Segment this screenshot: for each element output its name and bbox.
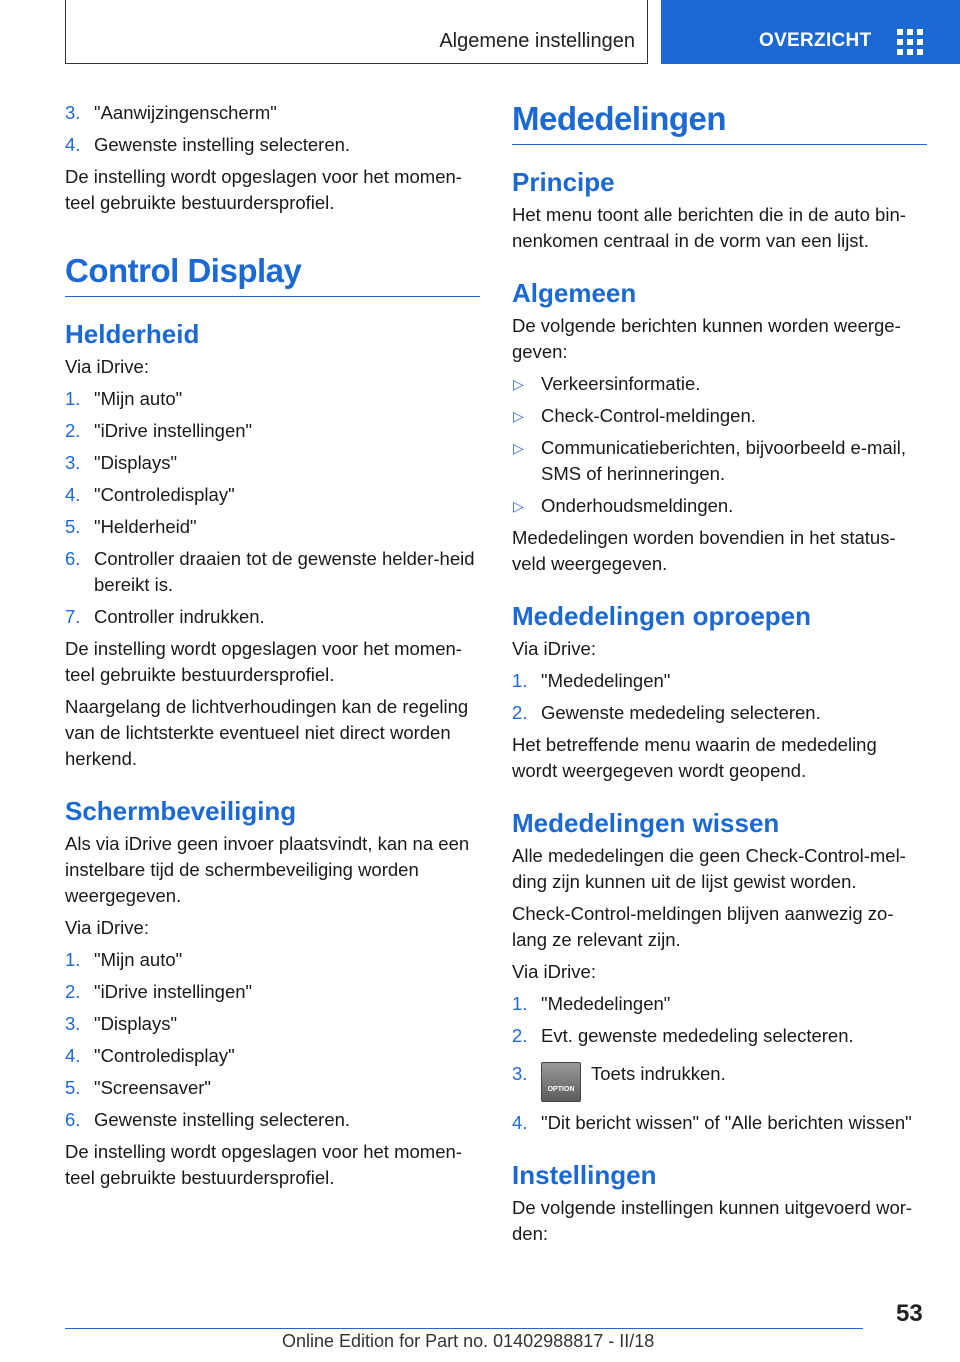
right-column [512, 100, 927, 1253]
intro-note: De instelling wordt opgeslagen voor het momen-teel gebruikte bestuurdersprofiel. [65, 166, 462, 213]
helderheid-steps [65, 386, 480, 630]
list-item: 3. "Displays" [65, 452, 178, 473]
option-button-icon: OPTION [541, 1062, 581, 1102]
triangle-bullet-icon: ▷ [513, 440, 524, 456]
overview-label: OVERZICHT [759, 30, 872, 51]
list-item: 1. "Mijn auto" [65, 949, 183, 970]
oproepen-steps [512, 668, 927, 726]
list-item: 4. Gewenste instelling selecteren. [65, 134, 351, 155]
list-item: 4. "Controledisplay" [65, 484, 235, 505]
heading-algemeen: Algemeen [512, 278, 637, 308]
list-item: 2. "iDrive instellingen" [65, 420, 253, 441]
list-item: ▷ Onderhoudsmeldingen. [512, 493, 927, 519]
message-types-list [512, 371, 927, 519]
list-item: 3. OPTION Toets indrukken. [512, 1061, 927, 1102]
list-item: 2. Evt. gewenste mededeling selecteren. [512, 1025, 854, 1046]
section-title-mededelingen: Mededelingen [512, 100, 927, 145]
list-item: 3. "Displays" [65, 1013, 178, 1034]
list-item: ▷ Verkeersinformatie. [512, 371, 927, 397]
intro-steps [65, 100, 480, 158]
footer-divider [65, 1328, 863, 1329]
triangle-bullet-icon: ▷ [513, 498, 524, 514]
triangle-bullet-icon: ▷ [513, 408, 524, 424]
list-item: 6. Controller draaien tot de gewenste helder-heid bereikt is. [65, 548, 475, 595]
heading-oproepen: Mededelingen oproepen [512, 601, 812, 631]
instellingen-text: De volgende instellingen kunnen uitgevoerd wor-den: [512, 1197, 913, 1244]
page-number: 53 [896, 1300, 923, 1327]
list-item: 2. "iDrive instellingen" [65, 981, 253, 1002]
via-idrive-text: Via iDrive: [65, 356, 149, 377]
screensaver-steps [65, 947, 480, 1133]
list-item: 4. "Dit bericht wissen" of "Alle berichten wissen" [512, 1112, 912, 1133]
list-item: 1. "Mededelingen" [512, 670, 671, 691]
helderheid-note-light: Naargelang de lichtverhoudingen kan de regeling van de lichtsterkte eventueel niet direct worden herkend. [65, 696, 469, 769]
list-item: 6. Gewenste instelling selecteren. [65, 1109, 351, 1130]
list-item: ▷ Check-Control-meldingen. [512, 403, 927, 429]
list-item: 5. "Screensaver" [65, 1077, 211, 1098]
section-title-control-display: Control Display [65, 252, 480, 297]
overview-nav-button[interactable] [661, 0, 960, 64]
list-item: 1. "Mijn auto" [65, 388, 183, 409]
list-item: 3. "Aanwijzingenscherm" [65, 102, 277, 123]
heading-wissen: Mededelingen wissen [512, 808, 780, 838]
list-item: 2. Gewenste mededeling selecteren. [512, 702, 821, 723]
list-item: ▷ Communicatieberichten, bijvoorbeeld e-mail, SMS of herinneringen. [513, 437, 907, 484]
algemeen-note: Mededelingen worden bovendien in het status-veld weergegeven. [512, 527, 896, 574]
via-idrive-text: Via iDrive: [512, 961, 596, 982]
wissen-text-check-control: Check-Control-meldingen blijven aanwezig zo-lang ze relevant zijn. [512, 903, 894, 950]
heading-instellingen: Instellingen [512, 1160, 657, 1190]
heading-helderheid: Helderheid [65, 319, 200, 349]
oproepen-note: Het betreffende menu waarin de mededeling wordt weergegeven wordt geopend. [512, 734, 877, 781]
algemeen-text: De volgende berichten kunnen worden weerge-geven: [512, 315, 901, 362]
heading-schermbeveiliging: Schermbeveiliging [65, 796, 297, 826]
list-item: 1. "Mededelingen" [512, 993, 671, 1014]
wissen-text: Alle mededelingen die geen Check-Control-mel-ding zijn kunnen uit de lijst gewist worden. [512, 845, 906, 892]
list-item: 4. "Controledisplay" [65, 1045, 235, 1066]
header-section-tab [65, 0, 648, 64]
via-idrive-text: Via iDrive: [512, 638, 596, 659]
footer-edition: Online Edition for Part no. 01402988817 - II/18 [282, 1331, 655, 1351]
helderheid-note: De instelling wordt opgeslagen voor het momen-teel gebruikte bestuurdersprofiel. [65, 638, 462, 685]
grid-menu-icon [897, 29, 923, 53]
screensaver-desc: Als via iDrive geen invoer plaatsvindt, kan na een instelbare tijd de schermbeveiliging worden weergegeven. [65, 833, 470, 906]
list-item: 5. "Helderheid" [65, 516, 197, 537]
screensaver-note: De instelling wordt opgeslagen voor het momen-teel gebruikte bestuurdersprofiel. [65, 1141, 462, 1188]
principe-text: Het menu toont alle berichten die in de auto bin-nenkomen centraal in de vorm van een lijst. [512, 204, 906, 251]
left-column [65, 100, 480, 1197]
triangle-bullet-icon: ▷ [513, 376, 524, 392]
via-idrive-text: Via iDrive: [65, 917, 149, 938]
wissen-steps [512, 991, 927, 1136]
list-item: 7. Controller indrukken. [65, 606, 265, 627]
header-section-title: Algemene instellingen [439, 30, 635, 52]
heading-principe: Principe [512, 167, 615, 197]
